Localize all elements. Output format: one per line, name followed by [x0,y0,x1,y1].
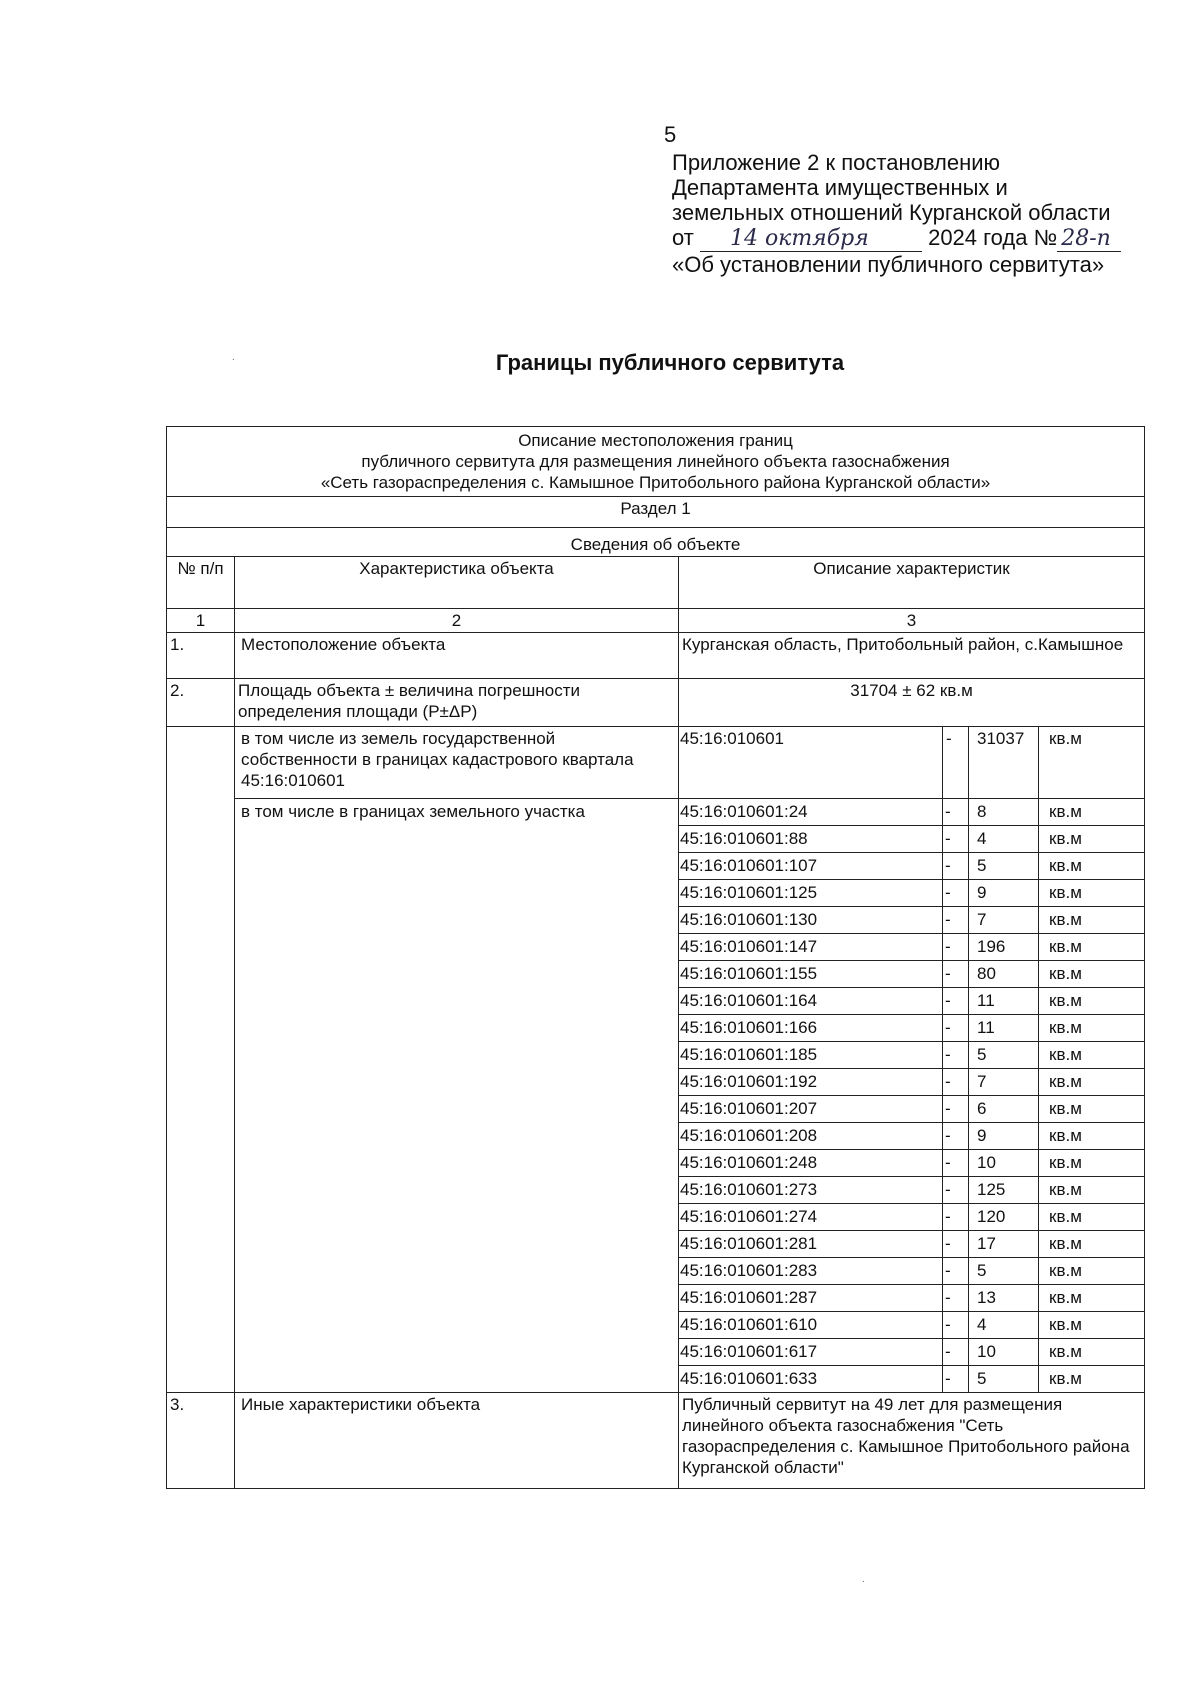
plot-value: 6 [969,1096,1039,1123]
scan-speck: . [862,1574,865,1585]
plot-mark: - [943,961,969,988]
col-number-1: 1 [167,609,235,633]
state-land-unit: кв.м [1039,727,1145,799]
plot-id: 45:16:010601:107 [679,853,943,880]
plot-id: 45:16:010601:207 [679,1096,943,1123]
plot-id: 45:16:010601:287 [679,1285,943,1312]
header-num: № п/п [167,557,235,609]
plot-unit: кв.м [1039,907,1145,934]
plot-id: 45:16:010601:248 [679,1150,943,1177]
scan-speck: . [232,352,235,363]
plot-value: 9 [969,1123,1039,1150]
plot-id: 45:16:010601:208 [679,1123,943,1150]
plot-unit: кв.м [1039,1312,1145,1339]
plot-value: 125 [969,1177,1039,1204]
plot-unit: кв.м [1039,1069,1145,1096]
header-year-text: 2024 года № [928,225,1058,250]
plot-row [167,799,1145,826]
plot-id: 45:16:010601:24 [679,799,943,826]
state-land-value: 31037 [969,727,1039,799]
plot-value: 11 [969,1015,1039,1042]
empty-cell [167,799,235,1393]
plot-value: 5 [969,1042,1039,1069]
plot-unit: кв.м [1039,826,1145,853]
plot-mark: - [943,853,969,880]
row-area [167,679,1145,727]
plot-value: 196 [969,934,1039,961]
header-line-1: Приложение 2 к постановлению [672,150,1001,175]
row-value: 31704 ± 62 кв.м [679,679,1145,727]
row-number: 2. [167,679,235,727]
plot-id: 45:16:010601:130 [679,907,943,934]
plot-value: 4 [969,826,1039,853]
section-title: Сведения об объекте [167,528,1145,557]
table-caption [167,427,1145,497]
row-label: Местоположение объекта [235,633,679,679]
plot-id: 45:16:010601:155 [679,961,943,988]
plot-value: 13 [969,1285,1039,1312]
row-value: Публичный сервитут на 49 лет для размещения линейного объекта газоснабжения "Сеть газораспределения с. Камышное Притобольного района Курганской области" [679,1393,1145,1489]
caption-line-1: Описание местоположения границ [518,431,793,450]
row-number: 3. [167,1393,235,1489]
plot-mark: - [943,826,969,853]
plot-id: 45:16:010601:125 [679,880,943,907]
handwritten-date: 14 октября [700,226,922,252]
plot-value: 8 [969,799,1039,826]
plot-id: 45:16:010601:164 [679,988,943,1015]
plot-unit: кв.м [1039,1015,1145,1042]
header-line-3: земельных отношений Курганской области [672,200,1111,225]
plot-unit: кв.м [1039,880,1145,907]
plot-value: 7 [969,1069,1039,1096]
caption-line-2: публичного сервитута для размещения линейного объекта газоснабжения [361,452,950,471]
plot-value: 9 [969,880,1039,907]
section-title-row [167,528,1145,557]
appendix-header [672,150,1121,277]
plot-unit: кв.м [1039,799,1145,826]
plot-id: 45:16:010601:633 [679,1366,943,1393]
section-label: Раздел 1 [167,497,1145,528]
plot-mark: - [943,1123,969,1150]
row-label: Иные характеристики объекта [235,1393,679,1489]
plot-mark: - [943,1366,969,1393]
empty-cell [167,727,235,799]
plot-value: 10 [969,1339,1039,1366]
plot-value: 17 [969,1231,1039,1258]
plot-unit: кв.м [1039,988,1145,1015]
row-number: 1. [167,633,235,679]
row-location [167,633,1145,679]
caption-line-3: «Сеть газораспределения с. Камышное Притобольного района Курганской области» [320,473,991,492]
plot-id: 45:16:010601:185 [679,1042,943,1069]
plot-value: 11 [969,988,1039,1015]
plot-mark: - [943,1042,969,1069]
plot-value: 5 [969,853,1039,880]
plot-value: 7 [969,907,1039,934]
row-value: Курганская область, Притобольный район, с.Камышное [679,633,1145,679]
header-prefix-ot: от [672,225,694,250]
plot-value: 5 [969,1258,1039,1285]
plot-unit: кв.м [1039,853,1145,880]
plot-unit: кв.м [1039,934,1145,961]
plot-unit: кв.м [1039,1339,1145,1366]
state-land-id: 45:16:010601 [679,727,943,799]
plot-id: 45:16:010601:166 [679,1015,943,1042]
caption-row [167,427,1145,497]
plot-unit: кв.м [1039,1231,1145,1258]
col-number-2: 2 [235,609,679,633]
header-line-2: Департамента имущественных и [672,175,1008,200]
plot-mark: - [943,934,969,961]
plot-id: 45:16:010601:274 [679,1204,943,1231]
header-description: Описание характеристик [679,557,1145,609]
plot-mark: - [943,1069,969,1096]
plot-id: 45:16:010601:617 [679,1339,943,1366]
header-date-line [672,225,1121,252]
plot-unit: кв.м [1039,1285,1145,1312]
plot-unit: кв.м [1039,1123,1145,1150]
header-characteristic: Характеристика объекта [235,557,679,609]
handwritten-number: 28-п [1057,226,1121,252]
plot-unit: кв.м [1039,1177,1145,1204]
document-title: Границы публичного сервитута [495,350,845,375]
plot-value: 5 [969,1366,1039,1393]
plot-mark: - [943,1231,969,1258]
plot-mark: - [943,1339,969,1366]
plot-unit: кв.м [1039,1150,1145,1177]
plot-unit: кв.м [1039,1204,1145,1231]
state-land-mark: - [943,727,969,799]
section-row [167,497,1145,528]
plot-mark: - [943,1150,969,1177]
plot-id: 45:16:010601:273 [679,1177,943,1204]
plot-id: 45:16:010601:610 [679,1312,943,1339]
plot-id: 45:16:010601:147 [679,934,943,961]
plots-label: в том числе в границах земельного участка [235,799,679,1393]
state-land-label: в том числе из земель государственной собственности в границах кадастрового квартала 45:16:010601 [235,727,679,799]
column-number-row [167,609,1145,633]
plot-mark: - [943,1015,969,1042]
row-other [167,1393,1145,1489]
plot-id: 45:16:010601:88 [679,826,943,853]
row-label: Площадь объекта ± величина погрешности определения площади (Р±ΔР) [235,679,679,727]
plot-mark: - [943,1204,969,1231]
plot-mark: - [943,1285,969,1312]
col-number-3: 3 [679,609,1145,633]
servitude-table [166,426,1145,1489]
plot-mark: - [943,1258,969,1285]
plot-mark: - [943,1312,969,1339]
plot-mark: - [943,799,969,826]
plot-id: 45:16:010601:283 [679,1258,943,1285]
plot-mark: - [943,907,969,934]
plot-unit: кв.м [1039,1042,1145,1069]
plot-value: 80 [969,961,1039,988]
plot-value: 120 [969,1204,1039,1231]
plot-unit: кв.м [1039,1096,1145,1123]
plot-id: 45:16:010601:281 [679,1231,943,1258]
row-state-land [167,727,1145,799]
plot-mark: - [943,1177,969,1204]
plot-value: 10 [969,1150,1039,1177]
plot-value: 4 [969,1312,1039,1339]
header-line-5: «Об установлении публичного сервитута» [672,252,1105,277]
plot-unit: кв.м [1039,1258,1145,1285]
plot-mark: - [943,880,969,907]
plot-id: 45:16:010601:192 [679,1069,943,1096]
page-number: 5 [664,122,677,147]
plot-mark: - [943,988,969,1015]
plot-unit: кв.м [1039,961,1145,988]
column-header-row [167,557,1145,609]
plot-unit: кв.м [1039,1366,1145,1393]
plot-mark: - [943,1096,969,1123]
